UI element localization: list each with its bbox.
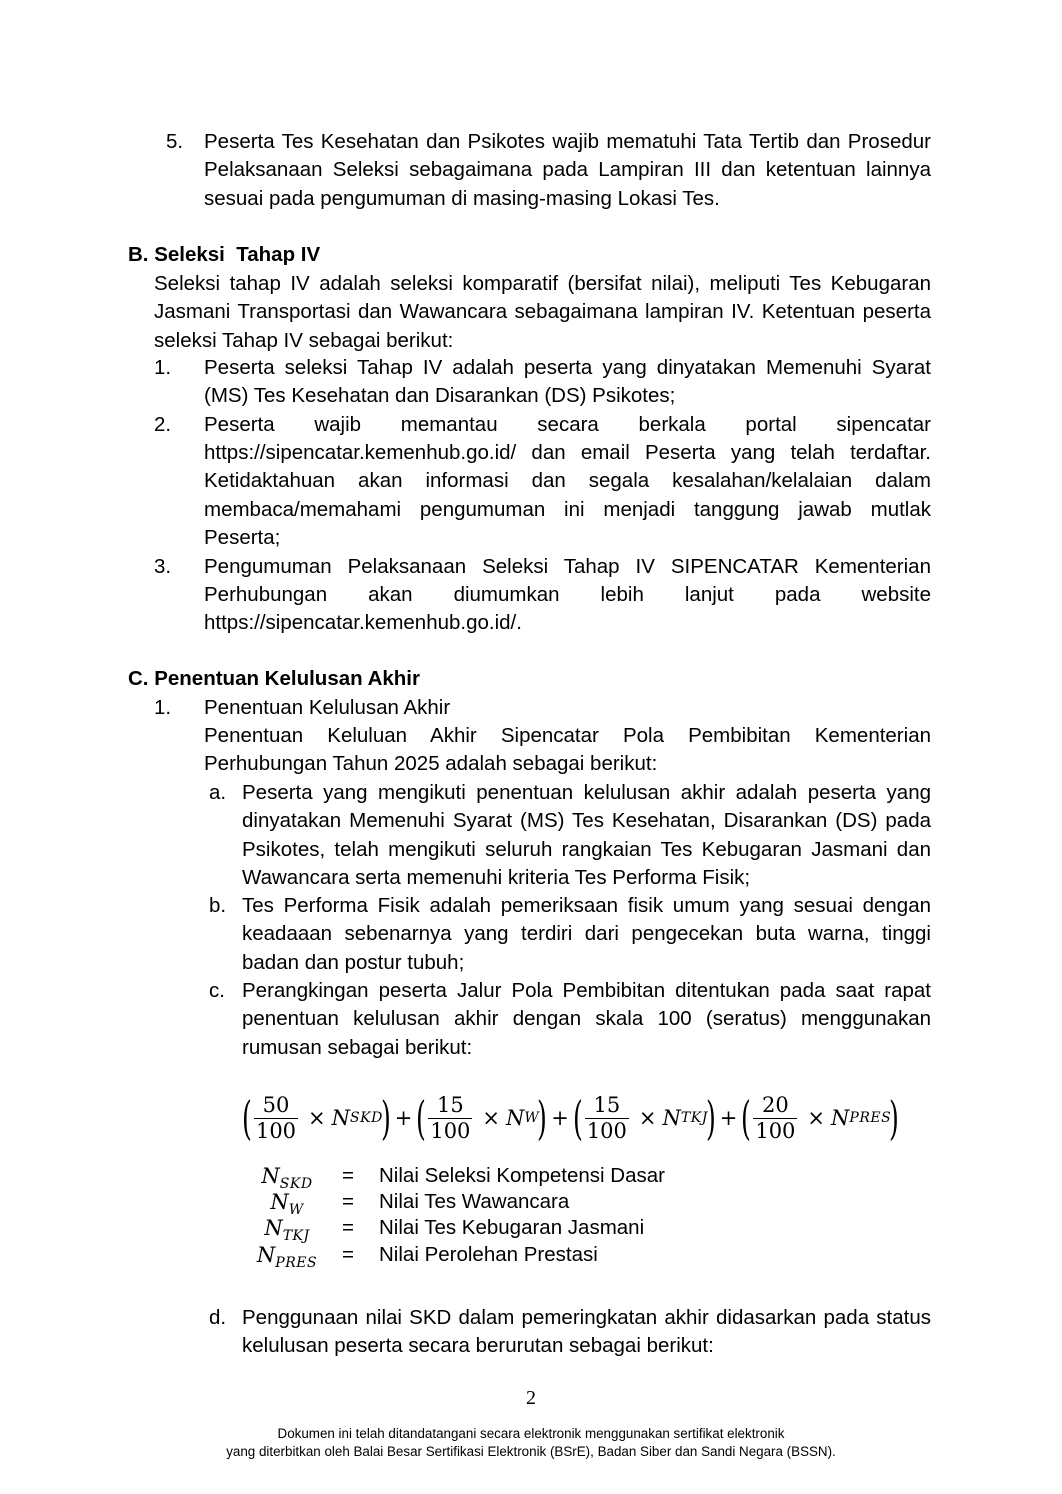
- close-paren: ): [537, 1091, 548, 1145]
- subitem-text: Perangkingan peserta Jalur Pola Pembibitan ditentukan pada saat rapat penentuan kelulusan akhir dengan skala 100 (seratus) menggunakan rumusan sebagai berikut:: [242, 979, 931, 1059]
- fraction: $\frac{15}{100}$: [586, 1092, 627, 1143]
- subitem-label: d.: [209, 1306, 227, 1329]
- legend-row: $N_{PRES}$ = Nilai Perolehan Prestasi: [256, 1243, 598, 1271]
- subitem-label: c.: [209, 979, 225, 1002]
- list-item-text: Peserta seleksi Tahap IV adalah peserta yang dinyatakan Memenuhi Syarat (MS) Tes Kesehatan dan Disarankan (DS) Psikotes;: [204, 356, 931, 408]
- open-paren: (: [416, 1091, 427, 1145]
- section-b-heading: B. Seleksi Tahap IV: [128, 243, 321, 266]
- legend-row: $N_{TKJ}$ = Nilai Tes Kebugaran Jasmani: [264, 1216, 645, 1244]
- list-number: 2.: [154, 413, 172, 436]
- list-item-text: Peserta Tes Kesehatan dan Psikotes wajib mematuhi Tata Tertib dan Prosedur Pelaksanaan Seleksi sebagaimana pada Lampiran III dan ketentuan lainnya sesuai pada pengumuman di masing-masing Lokasi Tes.: [204, 130, 931, 210]
- open-paren: (: [572, 1091, 583, 1145]
- list-number: 5.: [166, 130, 184, 153]
- list-item-text: Peserta wajib memantau secara berkala portal sipencatar: [204, 413, 931, 436]
- fraction: $\frac{15}{100}$: [430, 1092, 471, 1143]
- section-c-heading: C. Penentuan Kelulusan Akhir: [128, 667, 420, 690]
- ranking-formula: ( $\frac{50}{100}$ × N SKD ) + ( $\frac{15}{100}$ × N W ) + ( $\frac{15}{100}$ × N TKJ ) + ( $\frac{20}{100}$ × N PRES ): [242, 1091, 900, 1145]
- fraction: $\frac{50}{100}$: [255, 1092, 297, 1143]
- legend-row: $N_{SKD}$ = Nilai Seleksi Kompetensi Dasar: [261, 1164, 665, 1192]
- subitem-text: Tes Performa Fisik adalah pemeriksaan fisik umum yang sesuai dengan keadaaan sebenarnya yang terdiri dari pengecekan buta warna, tinggi badan dan postur tubuh;: [242, 894, 931, 974]
- list-number: 3.: [154, 555, 172, 578]
- subitem-text: Penggunaan nilai SKD dalam pemeringkatan akhir didasarkan pada status kelulusan peserta secara berurutan sebagai berikut:: [242, 1306, 931, 1358]
- list-item-text: Pengumuman Pelaksanaan Seleksi Tahap IV SIPENCATAR Kementerian: [204, 555, 931, 578]
- list-number: 1.: [154, 356, 172, 379]
- footer-line-1: Dokumen ini telah ditandatangani secara elektronik menggunakan sertifikat elektronik: [277, 1426, 785, 1441]
- list-item-text: https://sipencatar.kemenhub.go.id/.: [204, 611, 522, 634]
- list-item-text: https://sipencatar.kemenhub.go.id/ dan email Peserta yang telah terdaftar. Ketidaktahuan akan informasi dan segala kesalahan/kelalaian dalam membaca/memahami pengumuman ini menjadi tanggung jawab mutlak Peserta;: [204, 441, 931, 550]
- list-item-intro: Penentuan Keluluan Akhir Sipencatar Pola Pembibitan Kementerian Perhubungan Tahun 2025 adalah sebagai berikut:: [204, 724, 931, 776]
- section-b-intro: Seleksi tahap IV adalah seleksi komparatif (bersifat nilai), meliputi Tes Kebugaran Jasmani Transportasi dan Wawancara sebagaimana lampiran IV. Ketentuan peserta seleksi Tahap IV sebagai berikut:: [154, 272, 931, 352]
- subitem-text: Peserta yang mengikuti penentuan kelulusan akhir adalah peserta yang dinyatakan Memenuhi Syarat (MS) Tes Kesehatan, Disarankan (DS) pada Psikotes, telah mengikuti seluruh rangkaian Tes Kebugaran Jasmani dan Wawancara serta memenuhi kriteria Tes Performa Fisik;: [242, 781, 931, 890]
- close-paren: ): [889, 1091, 900, 1145]
- page-number: 2: [526, 1387, 536, 1409]
- list-item-title: Penentuan Kelulusan Akhir: [204, 696, 451, 719]
- close-paren: ): [380, 1091, 391, 1145]
- open-paren: (: [242, 1091, 252, 1145]
- fraction: $\frac{20}{100}$: [755, 1092, 796, 1143]
- subitem-label: b.: [209, 894, 227, 917]
- subitem-label: a.: [209, 781, 227, 804]
- open-paren: (: [741, 1091, 752, 1145]
- list-number: 1.: [154, 696, 172, 719]
- legend-row: $N_W$ = Nilai Tes Wawancara: [270, 1190, 570, 1218]
- close-paren: ): [705, 1091, 716, 1145]
- footer-line-2: yang diterbitkan oleh Balai Besar Sertifikasi Elektronik (BSrE), Badan Siber dan Sandi Negara (BSSN).: [226, 1444, 836, 1459]
- list-item-text: Perhubungan akan diumumkan lebih lanjut pada website: [204, 583, 931, 606]
